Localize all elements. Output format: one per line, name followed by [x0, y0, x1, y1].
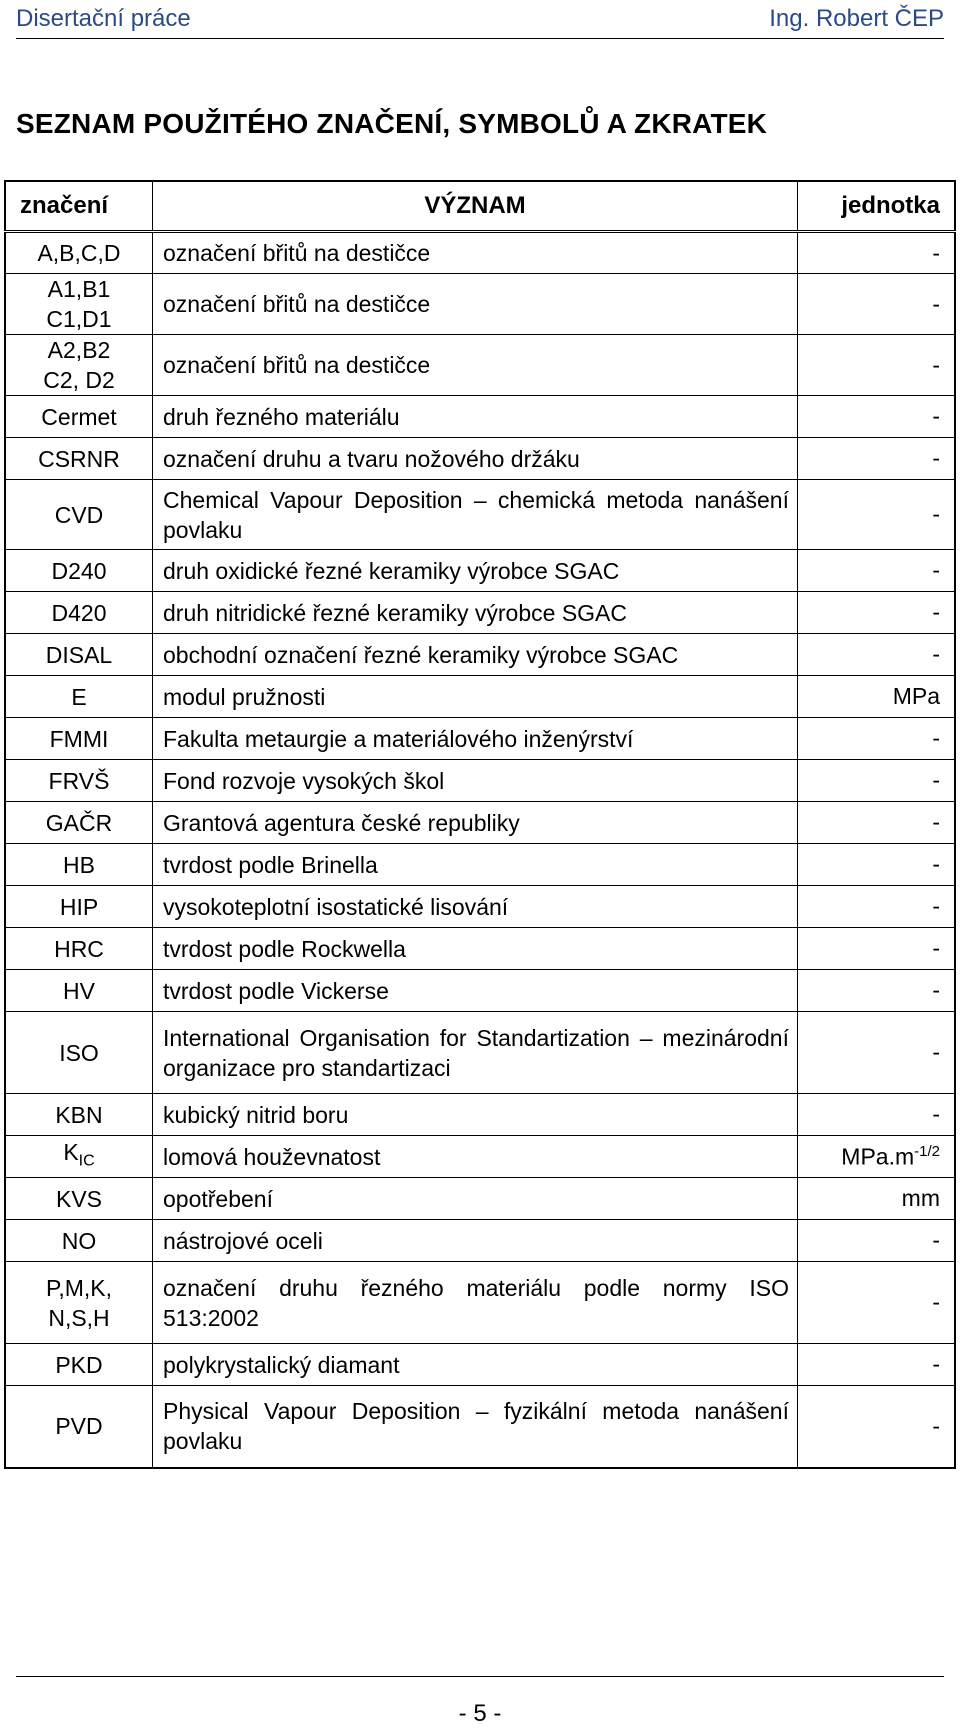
- table-row: [5, 1094, 955, 1136]
- row-symbol: ISO: [5, 1012, 153, 1094]
- row-meaning: druh nitridické řezné keramiky výrobce SGAC: [153, 592, 798, 634]
- row-unit: -: [798, 928, 956, 970]
- row-symbol: PVD: [5, 1386, 153, 1468]
- page-title: SEZNAM POUŽITÉHO ZNAČENÍ, SYMBOLŮ A ZKRATEK: [16, 108, 768, 139]
- row-meaning: polykrystalický diamant: [153, 1344, 798, 1386]
- table-row: [5, 335, 955, 396]
- page-header: [16, 0, 944, 36]
- table-row: [5, 886, 955, 928]
- row-meaning: označení druhu řezného materiálu podle normy ISO 513:2002: [153, 1262, 798, 1344]
- table-row: [5, 760, 955, 802]
- table-row: [5, 232, 955, 274]
- table-row: [5, 1220, 955, 1262]
- table-row: [5, 1136, 955, 1178]
- row-meaning: vysokoteplotní isostatické lisování: [153, 886, 798, 928]
- table-row: [5, 274, 955, 335]
- row-meaning: označení břitů na destičce: [153, 232, 798, 274]
- row-meaning: opotřebení: [153, 1178, 798, 1220]
- row-unit: -: [798, 844, 956, 886]
- row-unit: -: [798, 480, 956, 550]
- table-row: [5, 844, 955, 886]
- row-unit: MPa: [798, 676, 956, 718]
- column-header-unit: jednotka: [798, 181, 956, 232]
- row-symbol: GAČR: [5, 802, 153, 844]
- row-unit: -: [798, 550, 956, 592]
- table-row: [5, 438, 955, 480]
- row-meaning: tvrdost podle Brinella: [153, 844, 798, 886]
- row-unit: -: [798, 760, 956, 802]
- row-symbol: HV: [5, 970, 153, 1012]
- table-row: [5, 592, 955, 634]
- row-meaning: International Organisation for Standartization – mezinárodní organizace pro standartizaci: [153, 1012, 798, 1094]
- row-unit: -: [798, 335, 956, 396]
- row-symbol: A,B,C,D: [5, 232, 153, 274]
- row-symbol: FRVŠ: [5, 760, 153, 802]
- row-unit: -: [798, 1220, 956, 1262]
- row-symbol: CSRNR: [5, 438, 153, 480]
- row-meaning: druh řezného materiálu: [153, 396, 798, 438]
- row-symbol: A2,B2 C2, D2: [5, 335, 153, 396]
- row-meaning: Physical Vapour Deposition – fyzikální metoda nanášení povlaku: [153, 1386, 798, 1468]
- table-row: [5, 970, 955, 1012]
- row-symbol: FMMI: [5, 718, 153, 760]
- row-unit: -: [798, 802, 956, 844]
- row-meaning: obchodní označení řezné keramiky výrobce SGAC: [153, 634, 798, 676]
- row-unit: $MPa.m^{-1/2}$: [798, 1136, 956, 1178]
- row-unit: -: [798, 438, 956, 480]
- row-meaning: Fond rozvoje vysokých škol: [153, 760, 798, 802]
- row-unit: -: [798, 1386, 956, 1468]
- row-symbol: DISAL: [5, 634, 153, 676]
- row-symbol: KBN: [5, 1094, 153, 1136]
- table-row: [5, 1344, 955, 1386]
- row-meaning: modul pružnosti: [153, 676, 798, 718]
- row-symbol: NO: [5, 1220, 153, 1262]
- table-row: [5, 1012, 955, 1094]
- column-header-meaning: VÝZNAM: [153, 181, 798, 232]
- table-body: [5, 232, 955, 1468]
- table-row: [5, 634, 955, 676]
- row-meaning: Fakulta metaurgie a materiálového inženýrství: [153, 718, 798, 760]
- table-row: [5, 718, 955, 760]
- table-row: [5, 676, 955, 718]
- footer-divider: [16, 1676, 944, 1677]
- row-unit: -: [798, 886, 956, 928]
- row-symbol: HRC: [5, 928, 153, 970]
- row-meaning: tvrdost podle Rockwella: [153, 928, 798, 970]
- header-document-type: Disertační práce: [16, 5, 191, 32]
- row-symbol: HB: [5, 844, 153, 886]
- row-meaning: tvrdost podle Vickerse: [153, 970, 798, 1012]
- row-symbol: D420: [5, 592, 153, 634]
- header-divider: [16, 38, 944, 39]
- row-unit: mm: [798, 1178, 956, 1220]
- row-meaning: označení břitů na destičce: [153, 335, 798, 396]
- page-number: - 5 -: [458, 1700, 502, 1727]
- row-symbol: CVD: [5, 480, 153, 550]
- table-row: [5, 802, 955, 844]
- symbols-table: [4, 180, 956, 1469]
- table-header-row: [5, 181, 955, 232]
- table-row: [5, 396, 955, 438]
- table-row: [5, 928, 955, 970]
- row-symbol: P,M,K, N,S,H: [5, 1262, 153, 1344]
- table-row: [5, 1178, 955, 1220]
- table-row: [5, 480, 955, 550]
- table-row: [5, 1386, 955, 1468]
- row-unit: -: [798, 718, 956, 760]
- row-symbol: A1,B1 C1,D1: [5, 274, 153, 335]
- row-meaning: Chemical Vapour Deposition – chemická metoda nanášení povlaku: [153, 480, 798, 550]
- row-unit: -: [798, 396, 956, 438]
- header-author: Ing. Robert ČEP: [769, 5, 944, 32]
- row-unit: -: [798, 970, 956, 1012]
- table-row: [5, 550, 955, 592]
- row-symbol: D240: [5, 550, 153, 592]
- row-symbol: E: [5, 676, 153, 718]
- row-symbol: KVS: [5, 1178, 153, 1220]
- row-symbol: HIP: [5, 886, 153, 928]
- row-meaning: Grantová agentura české republiky: [153, 802, 798, 844]
- row-symbol: PKD: [5, 1344, 153, 1386]
- row-unit: -: [798, 1012, 956, 1094]
- table-row: [5, 1262, 955, 1344]
- row-unit: -: [798, 592, 956, 634]
- row-unit: -: [798, 274, 956, 335]
- row-unit: -: [798, 232, 956, 274]
- row-meaning: označení břitů na destičce: [153, 274, 798, 335]
- row-meaning: druh oxidické řezné keramiky výrobce SGAC: [153, 550, 798, 592]
- row-unit: -: [798, 1344, 956, 1386]
- row-meaning: označení druhu a tvaru nožového držáku: [153, 438, 798, 480]
- row-unit: -: [798, 1094, 956, 1136]
- row-meaning: kubický nitrid boru: [153, 1094, 798, 1136]
- row-symbol: Cermet: [5, 396, 153, 438]
- row-unit: -: [798, 1262, 956, 1344]
- row-unit: -: [798, 634, 956, 676]
- row-symbol: $K_{IC}$: [5, 1136, 153, 1178]
- row-meaning: lomová houževnatost: [153, 1136, 798, 1178]
- row-meaning: nástrojové oceli: [153, 1220, 798, 1262]
- column-header-symbol: značení: [5, 181, 153, 232]
